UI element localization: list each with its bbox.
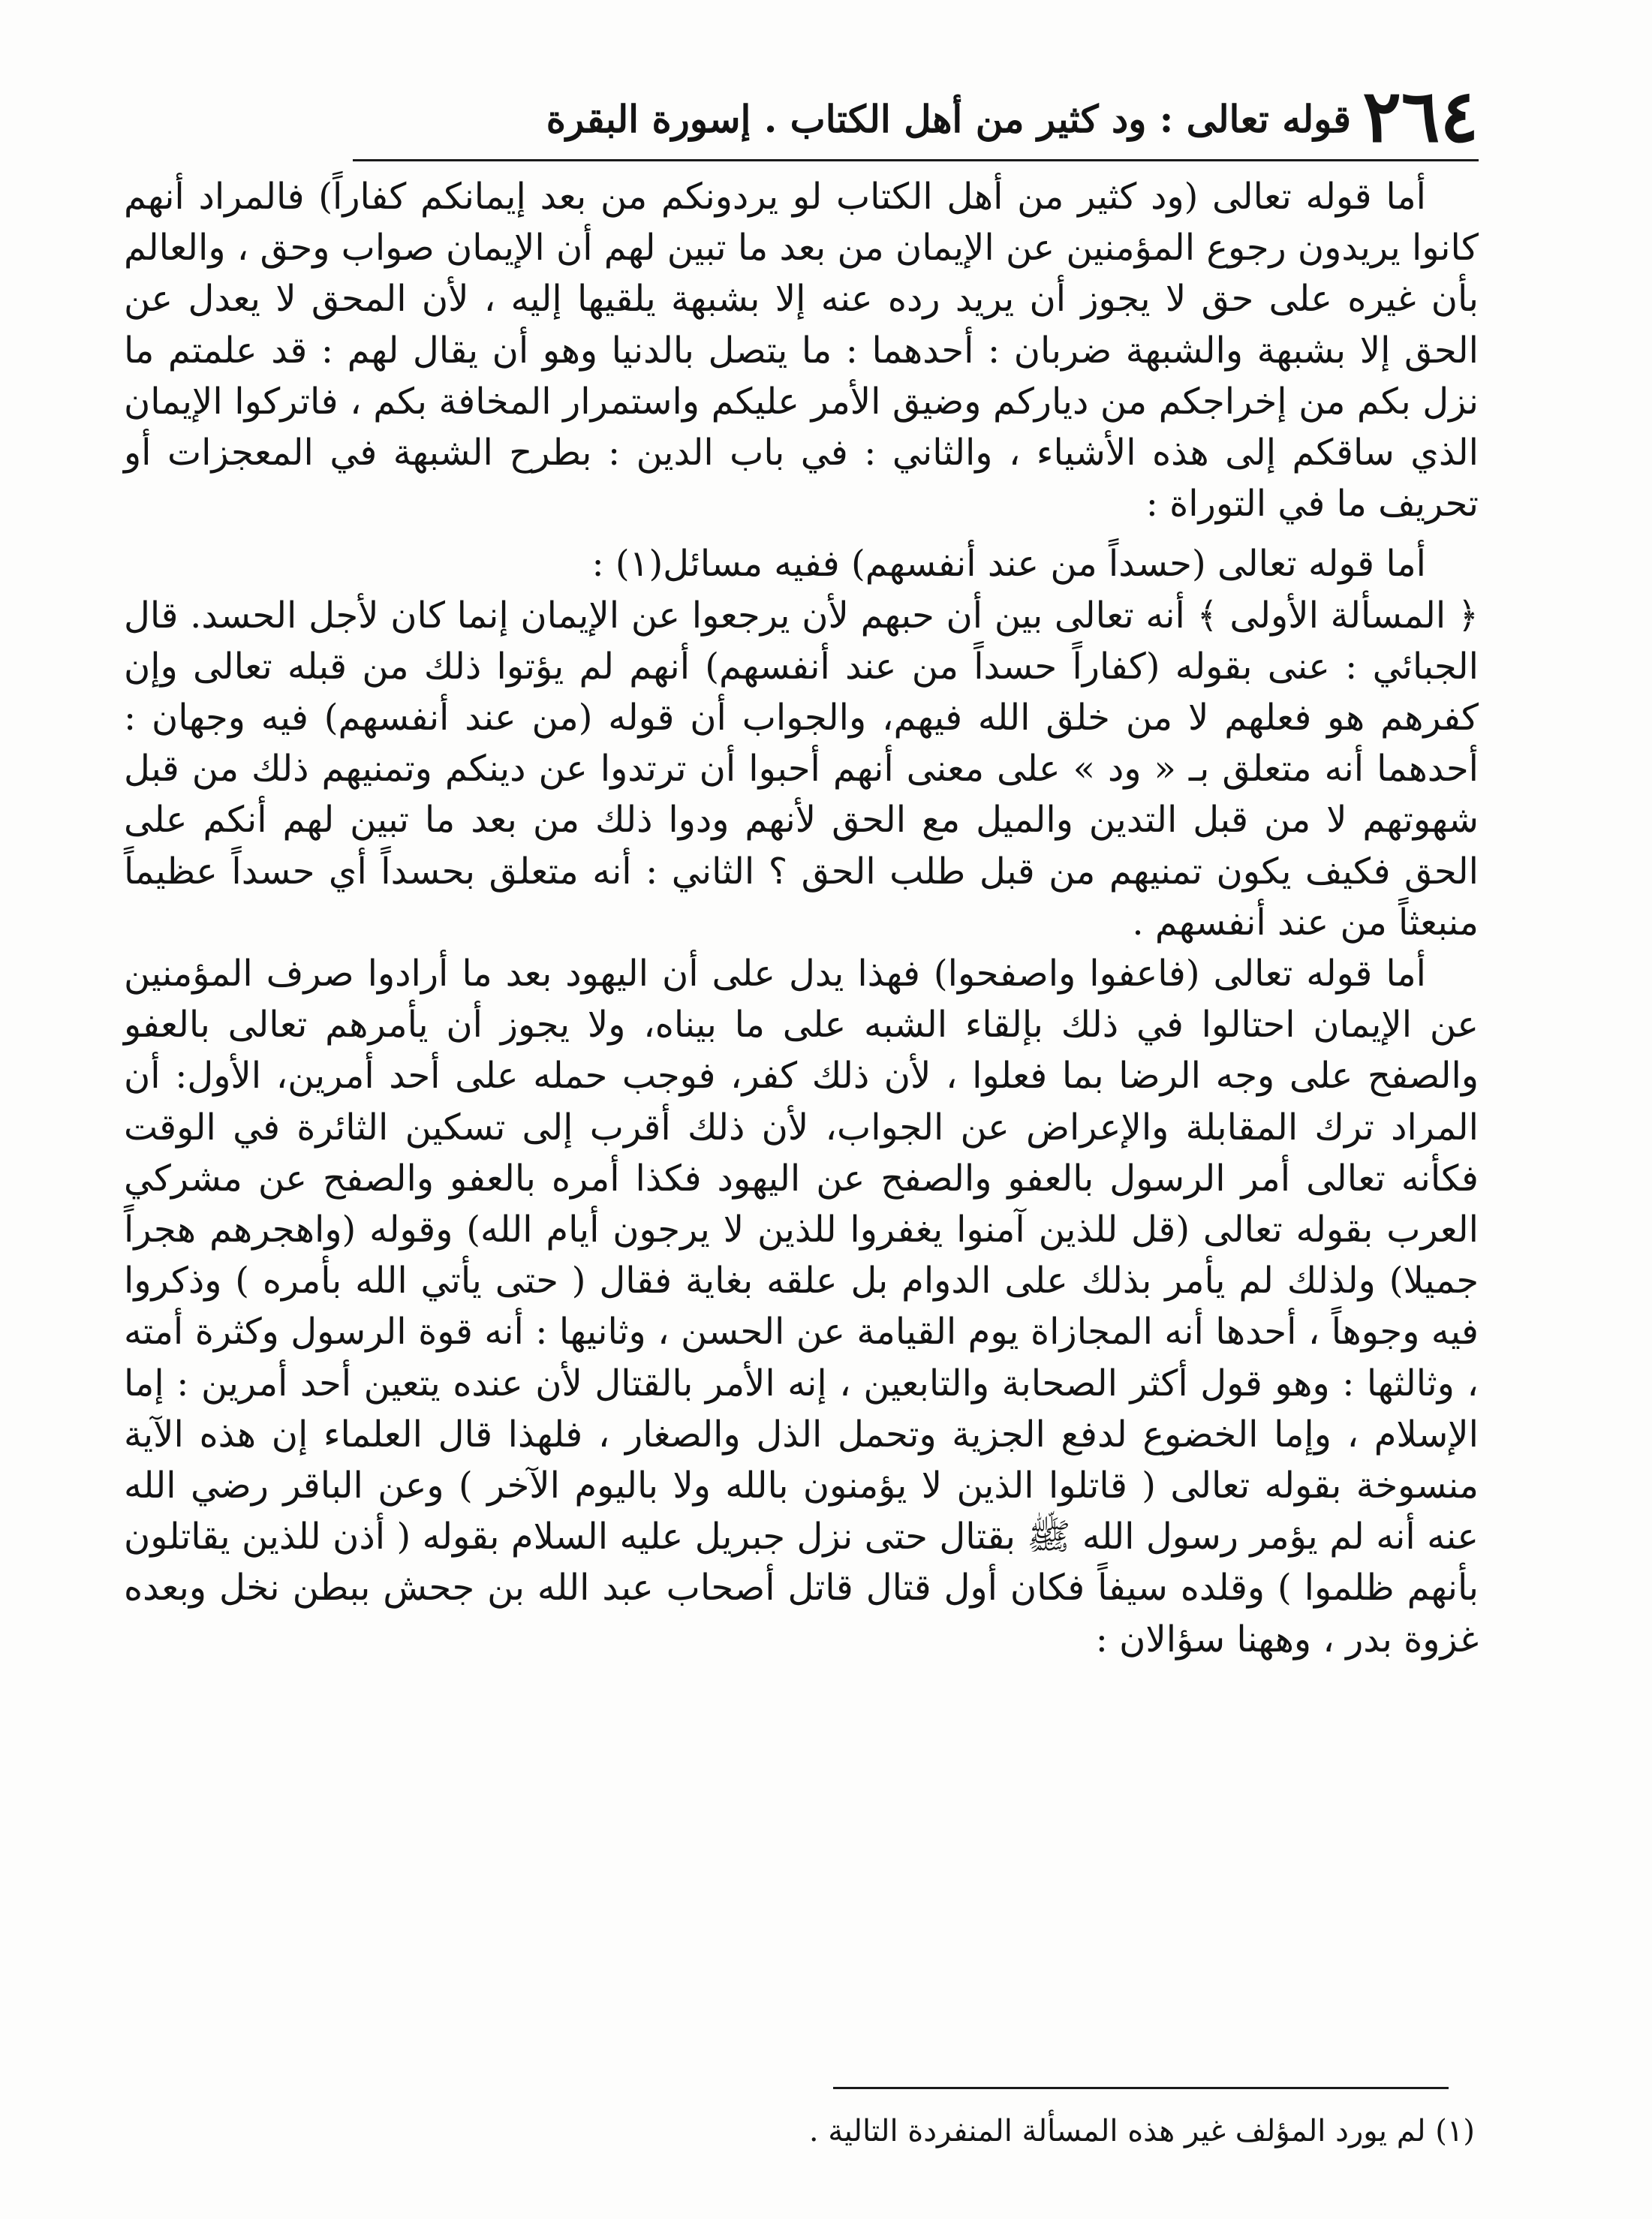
paragraph-hasadan: أما قوله تعالى (حسداً من عند أنفسهم) ففيه مسائل(١) :	[591, 543, 1426, 586]
running-header	[353, 75, 1479, 158]
footnote-rule	[833, 2087, 1449, 2089]
running-title: قوله تعالى : ود كثير من أهل الكتاب . إسورة البقرة	[546, 97, 1351, 141]
paragraph-intro: أما قوله تعالى (ود كثير من أهل الكتاب لو يردونكم من بعد إيمانكم كفاراً) فالمراد أنهم كانوا يريدون رجوع المؤمنين عن الإيمان من بعد ما تبين لهم أن الإيمان صواب وحق ، والعالم بأن غيره على حق لا يجوز أن يريد رده عنه إلا بشبهة يلقيها إليه ، لأن المحق لا يعدل عن الحق إلا بشبهة والشبهة ضربان : أحدهما : ما يتصل بالدنيا وهو أن يقال لهم : قد علمتم ما نزل بكم من إخراجكم من دياركم وضيق الأمر عليكم واستمرار المخافة بكم ، فاتركوا الإيمان الذي ساقكم إلى هذه الأشياء ، والثاني : في باب الدين : بطرح الشبهة في المعجزات أو تحريف ما في التوراة :	[124, 176, 1479, 525]
footnote: (١) لم يورد المؤلف غير هذه المسألة المنفردة التالية .	[808, 2114, 1475, 2148]
paragraph-forgive: أما قوله تعالى (فاعفوا واصفحوا) فهذا يدل على أن اليهود بعد ما أرادوا صرف المؤمنين عن الإيمان احتالوا في ذلك بإلقاء الشبه على ما بيناه، ولا يجوز أن يأمرهم تعالى بالعفو والصفح على وجه الرضا بما فعلوا ، لأن ذلك كفر، فوجب حمله على أحد أمرين، الأول: أن المراد ترك المقابلة والإعراض عن الجواب، لأن ذلك أقرب إلى تسكين الثائرة في الوقت فكأنه تعالى أمر الرسول بالعفو والصفح عن اليهود فكذا أمره بالعفو والصفح عن مشركي العرب بقوله تعالى (قل للذين آمنوا يغفروا للذين لا يرجون أيام الله) وقوله (واهجرهم هجراً جميلا) ولذلك لم يأمر بذلك على الدوام بل علقه بغاية فقال ( حتى يأتي الله بأمره ) وذكروا فيه وجوهاً ، أحدها أنه المجازاة يوم القيامة عن الحسن ، وثانيها : أنه قوة الرسول وكثرة أمته ، وثالثها : وهو قول أكثر الصحابة والتابعين ، إنه الأمر بالقتال لأن عنده يتعين أحد أمرين : إما الإسلام ، وإما الخضوع لدفع الجزية وتحمل الذل والصغار ، فلهذا قال العلماء إن هذه الآية منسوخة بقوله تعالى ( قاتلوا الذين لا يؤمنون بالله ولا باليوم الآخر ) وعن الباقر رضي الله عنه أنه لم يؤمر رسول الله ﷺ بقتال حتى نزل جبريل عليه السلام بقوله ( أذن للذين يقاتلون بأنهم ظلموا ) وقلده سيفاً فكان أول قتال قاتل أصحاب عبد الله بن جحش ببطن نخل وبعده غزوة بدر ، وههنا سؤالان :	[124, 953, 1479, 1660]
main-text	[124, 171, 1479, 1665]
paragraph-first-issue: ﴿ المسألة الأولى ﴾ أنه تعالى بين أن حبهم لأن يرجعوا عن الإيمان إنما كان لأجل الحسد. قال الجبائي : عنى بقوله (كفاراً حسداً من عند أنفسهم) أنهم لم يؤتوا ذلك من قبله تعالى وإن كفرهم هو فعلهم لا من خلق الله فيهم، والجواب أن قوله (من عند أنفسهم) فيه وجهان : أحدهما أنه متعلق بـ « ود » على معنى أنهم أحبوا أن ترتدوا عن دينكم وتمنيهم ذلك من قبل شهوتهم لا من قبل التدين والميل مع الحق لأنهم ودوا ذلك من بعد ما تبين لهم أنكم على الحق فكيف يكون تمنيهم من قبل طلب الحق ؟ الثاني : أنه متعلق بحسداً أي حسداً عظيماً منبعثاً من عند أنفسهم .	[124, 594, 1479, 944]
page-number: ٢٦٤	[1362, 74, 1479, 158]
header-rule	[353, 159, 1479, 161]
